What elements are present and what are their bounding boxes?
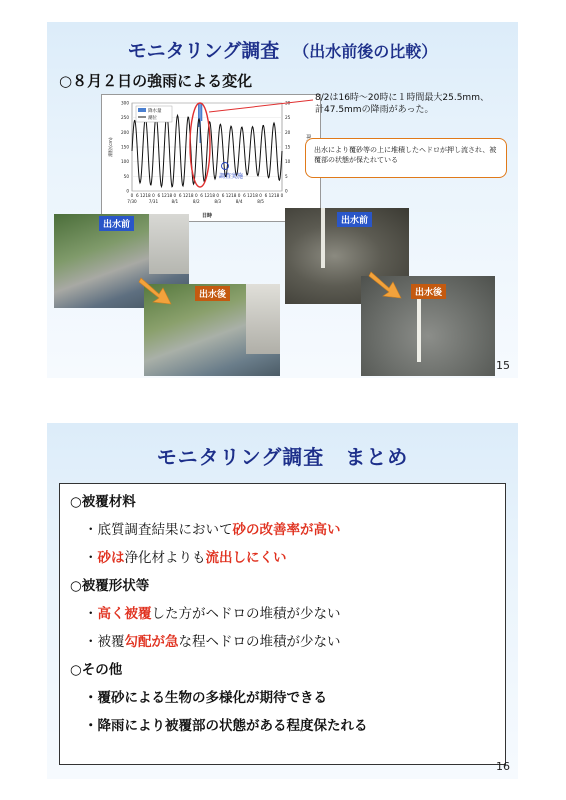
item-text: 浄化材よりも xyxy=(124,550,206,566)
list-item xyxy=(84,630,341,650)
section-heading: ○被覆形状等 xyxy=(70,578,150,594)
x-hour-tick: 12 xyxy=(140,193,146,198)
y-left-tick: 200 xyxy=(121,129,129,135)
x-hour-tick: 6 xyxy=(178,193,182,198)
x-axis-label: 日時 xyxy=(201,213,213,219)
slide-16 xyxy=(47,423,518,779)
list-item xyxy=(84,546,287,566)
x-hour-tick: 12 xyxy=(161,193,167,198)
x-hour-tick: 0 xyxy=(173,193,177,198)
item-emphasis: 砂の改善率が高い xyxy=(232,522,341,538)
building-shape xyxy=(149,214,189,274)
x-hour-tick: 0 xyxy=(194,193,198,198)
rainfall-annotation xyxy=(315,92,515,116)
x-hour-tick: 18 xyxy=(188,193,194,198)
x-hour-tick: 6 xyxy=(200,193,203,198)
annotation-line-2: 計47.5mmの降雨があった。 xyxy=(315,105,434,115)
label-before-right: 出水前 xyxy=(337,212,372,227)
section-heading: ○被覆材料 xyxy=(70,494,136,510)
list-item: ・降雨により被覆部の状態がある程度保たれる xyxy=(84,718,368,734)
item-emphasis: 砂は xyxy=(97,550,125,566)
y-left-tick: 250 xyxy=(121,115,129,121)
x-hour-tick: 18 xyxy=(273,193,280,198)
label-before-left: 出水前 xyxy=(99,216,134,231)
item-text: ・底質調査結果において xyxy=(84,522,233,538)
y-left-tick: 50 xyxy=(123,173,129,179)
x-hour-tick: 12 xyxy=(182,193,189,198)
x-hour-tick: 6 xyxy=(136,193,139,198)
item-emphasis: 勾配が急 xyxy=(124,634,179,650)
x-hour-tick: 0 xyxy=(216,193,220,198)
y-left-tick: 100 xyxy=(121,159,129,165)
x-hour-tick: 0 xyxy=(152,193,155,198)
label-after-left: 出水後 xyxy=(195,286,230,301)
item-text: な程ヘドロの堆積が少ない xyxy=(178,634,341,650)
x-hour-tick: 18 xyxy=(209,193,216,198)
legend-rain-label: 降水量 xyxy=(148,109,162,114)
y-left-tick: 300 xyxy=(121,100,129,106)
item-text: ・ xyxy=(84,550,98,566)
survey-label: 調査実施 xyxy=(219,173,244,180)
y-right-tick: 0 xyxy=(285,188,288,194)
arrow-left-icon xyxy=(137,272,177,308)
y-right-tick: 20 xyxy=(285,129,291,135)
y-right-tick: 5 xyxy=(285,173,288,179)
item-emphasis: 高く被覆 xyxy=(97,606,152,622)
measuring-stick xyxy=(321,208,325,268)
item-emphasis: 流出しにくい xyxy=(205,550,287,566)
x-hour-tick: 18 xyxy=(231,193,237,198)
list-item xyxy=(84,602,341,622)
x-hour-tick: 6 xyxy=(243,193,246,198)
item-text: ・被覆 xyxy=(84,634,125,650)
x-hour-tick: 18 xyxy=(166,193,173,198)
x-hour-tick: 0 xyxy=(259,193,262,198)
y-left-label: 潮位(cm) xyxy=(109,137,114,157)
y-right-tick: 25 xyxy=(285,115,291,121)
slide-15 xyxy=(47,22,518,378)
item-text: ・ xyxy=(84,606,98,622)
annotation-line-1: 8/2は16時〜20時に１時間最大25.5mm、 xyxy=(315,93,489,103)
x-hour-tick: 0 xyxy=(280,193,284,198)
x-hour-tick: 0 xyxy=(130,193,134,198)
x-date-tick: 7/30 xyxy=(127,199,137,204)
x-date-tick: 8/5 xyxy=(257,199,264,204)
page-number: 15 xyxy=(496,359,510,372)
x-hour-tick: 0 xyxy=(237,193,241,198)
y-left-tick: 0 xyxy=(126,188,129,194)
x-date-tick: 8/3 xyxy=(214,199,222,204)
callout-connector xyxy=(209,100,313,112)
x-date-tick: 8/4 xyxy=(235,199,243,204)
x-hour-tick: 18 xyxy=(145,193,151,198)
slide-title: モニタリング調査 まとめ xyxy=(156,445,409,469)
legend-level-label: 潮位 xyxy=(148,116,157,121)
label-after-right: 出水後 xyxy=(411,284,446,299)
title-sub: （出水前後の比較） xyxy=(293,42,438,61)
x-hour-tick: 6 xyxy=(157,193,161,198)
arrow-right-icon xyxy=(367,266,407,302)
x-date-tick: 8/1 xyxy=(171,199,179,204)
list-item: ・覆砂による生物の多様化が期待できる xyxy=(84,690,327,706)
x-hour-tick: 18 xyxy=(252,193,258,198)
x-hour-tick: 6 xyxy=(264,193,268,198)
building-shape-2 xyxy=(246,284,280,354)
x-hour-tick: 12 xyxy=(225,193,232,198)
subheading: ○８月２日の強雨による変化 xyxy=(59,72,253,90)
y-right-tick: 15 xyxy=(285,144,291,150)
x-hour-tick: 12 xyxy=(204,193,210,198)
y-left-tick: 150 xyxy=(121,144,129,150)
x-hour-tick: 12 xyxy=(247,193,253,198)
summary-box xyxy=(59,483,506,765)
section-heading: ○その他 xyxy=(70,662,123,678)
item-text: した方がヘドロの堆積が少ない xyxy=(151,606,341,622)
title-main: モニタリング調査 xyxy=(127,40,280,62)
callout-line xyxy=(47,22,518,222)
page-number: 16 xyxy=(496,760,510,773)
x-hour-tick: 12 xyxy=(268,193,274,198)
observation-note: 出水により覆砂等の上に堆積したヘドロが押し流され、被覆部の状態が保たれている xyxy=(305,138,507,178)
y-right-tick: 10 xyxy=(285,159,291,165)
list-item xyxy=(84,518,341,538)
x-date-tick: 8/2 xyxy=(192,199,200,204)
x-hour-tick: 6 xyxy=(221,193,225,198)
x-date-tick: 7/31 xyxy=(148,199,159,204)
